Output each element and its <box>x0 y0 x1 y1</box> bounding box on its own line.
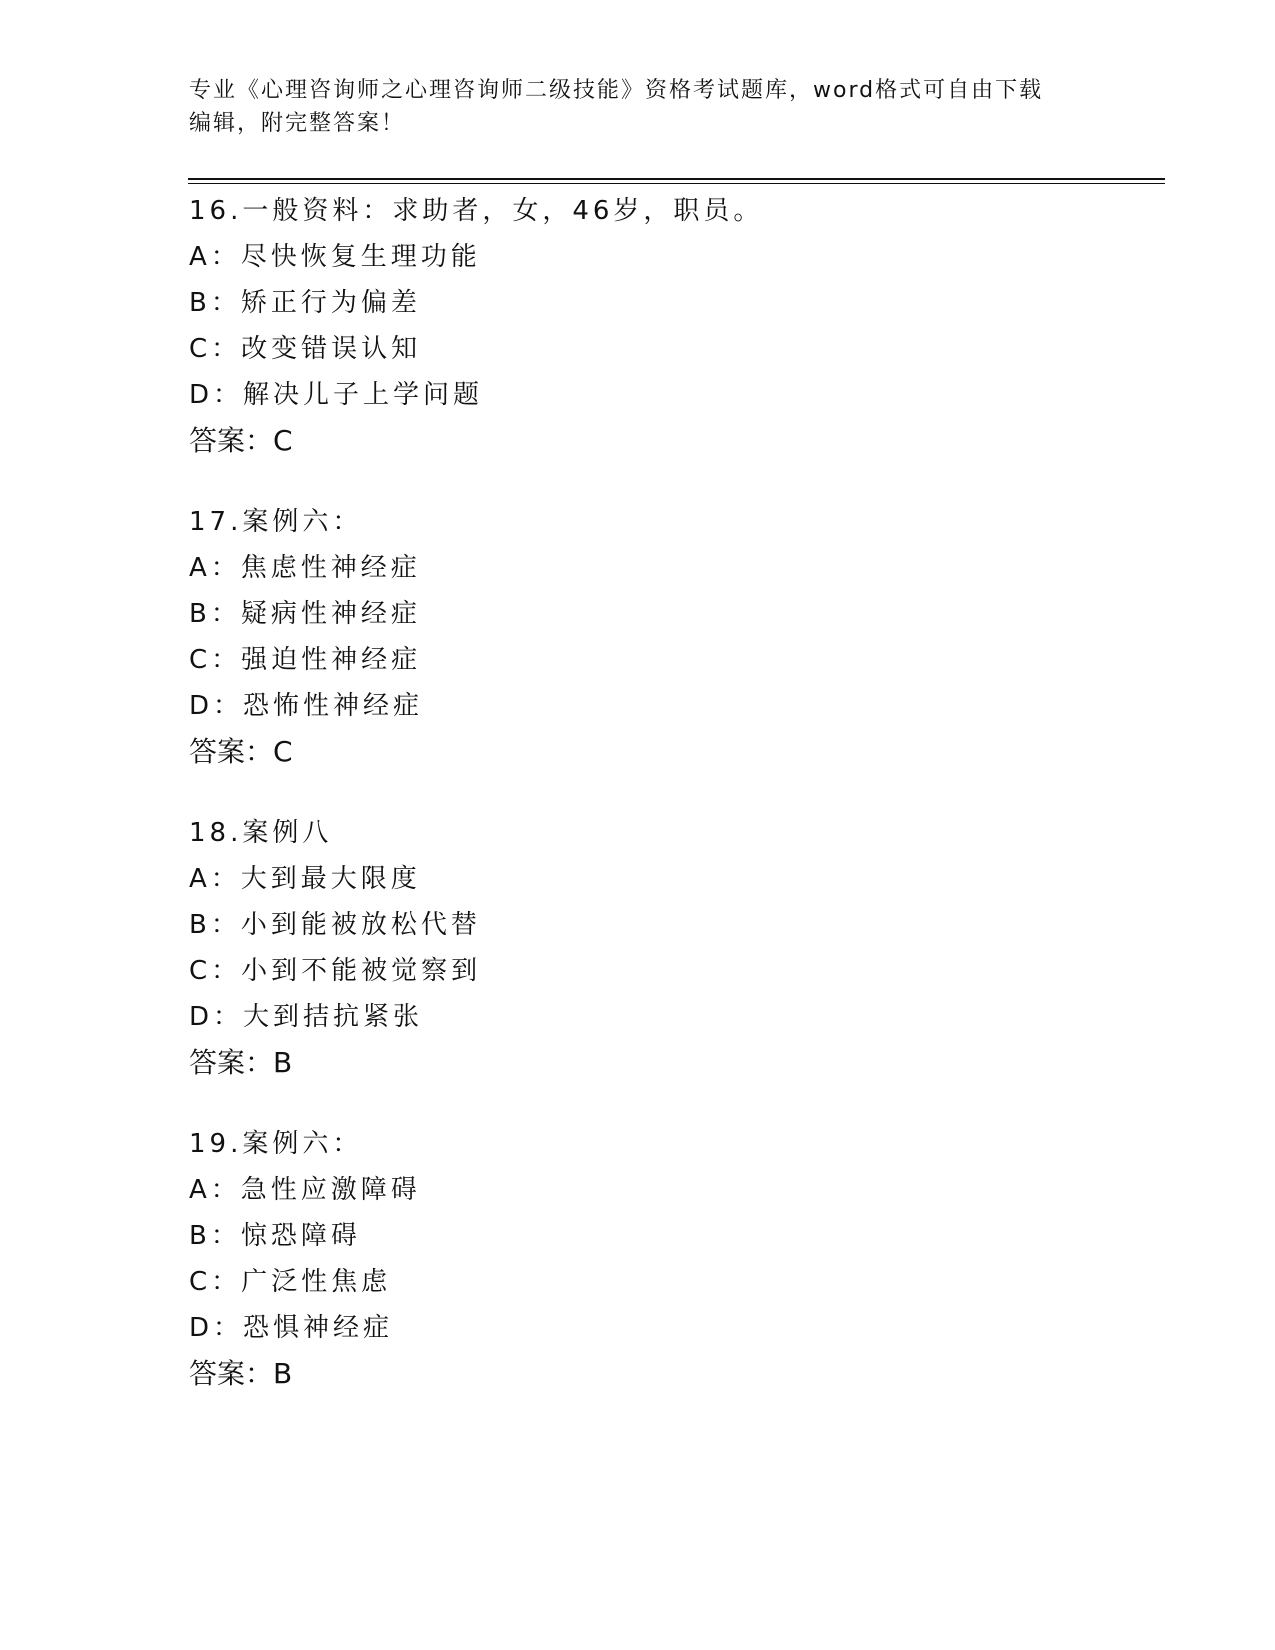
header-divider-thick <box>188 178 1165 180</box>
option-b: B：惊恐障碍 <box>189 1221 361 1251</box>
option-a: A：大到最大限度 <box>189 864 421 894</box>
answer-line: 答案：B <box>189 1357 293 1390</box>
option-b: B：小到能被放松代替 <box>189 910 481 940</box>
option-b: B：疑病性神经症 <box>189 599 421 629</box>
option-d: D：恐怖性神经症 <box>189 691 424 721</box>
option-a: A：急性应激障碍 <box>189 1175 421 1205</box>
question-item <box>189 1121 1139 1397</box>
option-d: D：大到拮抗紧张 <box>189 1002 424 1032</box>
option-c: C：小到不能被觉察到 <box>189 956 482 986</box>
answer-line: 答案：C <box>189 735 293 768</box>
answer-line: 答案：C <box>189 424 293 457</box>
option-c: C：改变错误认知 <box>189 334 422 364</box>
option-d: D：恐惧神经症 <box>189 1313 394 1343</box>
header-line-2: 编辑，附完整答案！ <box>189 111 406 136</box>
question-item <box>189 188 1139 464</box>
option-a: A：焦虑性神经症 <box>189 553 421 583</box>
option-c: C：广泛性焦虑 <box>189 1267 392 1297</box>
option-a: A：尽快恢复生理功能 <box>189 242 481 272</box>
question-stem: 19.案例六： <box>189 1129 363 1159</box>
header-divider-thin <box>188 183 1165 184</box>
document-header <box>189 74 1089 140</box>
option-c: C：强迫性神经症 <box>189 645 422 675</box>
question-stem: 17.案例六： <box>189 507 363 537</box>
option-b: B：矫正行为偏差 <box>189 288 421 318</box>
question-item <box>189 810 1139 1086</box>
option-d: D：解决儿子上学问题 <box>189 380 484 410</box>
answer-line: 答案：B <box>189 1046 293 1079</box>
question-item <box>189 499 1139 775</box>
question-stem: 16.一般资料：求助者，女，46岁，职员。 <box>189 196 764 226</box>
question-stem: 18.案例八 <box>189 818 333 848</box>
header-line-1: 专业《心理咨询师之心理咨询师二级技能》资格考试题库，word格式可自由下载 <box>189 78 1044 103</box>
question-list <box>189 188 1139 1432</box>
